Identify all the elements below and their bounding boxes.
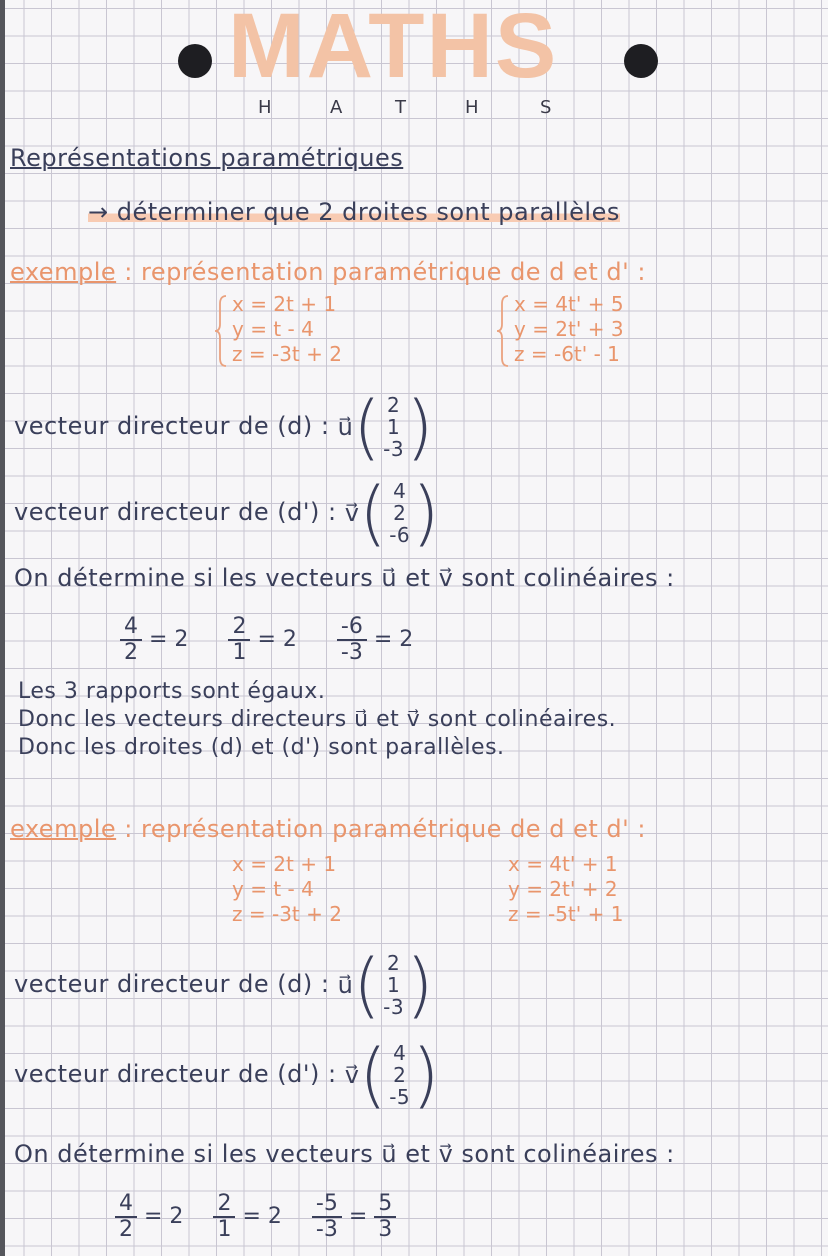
direction-vector-d: vecteur directeur de (d) : u⃗ ( 2 1 -3 ) xyxy=(14,386,434,468)
subheading: → déterminer que 2 droites sont parallèles xyxy=(88,198,620,226)
example1-intro: exemple : représentation paramétrique de d et d' : xyxy=(10,258,646,286)
title-letter: T xyxy=(395,97,406,118)
section-heading: Représentations paramétriques xyxy=(10,144,404,172)
title-letter: H xyxy=(465,97,479,118)
direction-vector-d: vecteur directeur de (d) : u⃗ ( 2 1 -3 ) xyxy=(14,944,434,1026)
system-d-prime: x = 4t' + 5 y = 2t' + 3 z = -6t' - 1 xyxy=(514,292,624,366)
direction-vector-d-prime: vecteur directeur de (d') : v⃗ ( 4 2 -5 ) xyxy=(14,1034,440,1116)
binder-hole-right xyxy=(624,44,658,78)
system-d: x = 2t + 1 y = t - 4 z = -3t + 2 xyxy=(232,852,342,926)
brace-icon xyxy=(214,294,228,368)
system-d: x = 2t + 1 y = t - 4 z = -3t + 2 xyxy=(232,292,342,366)
example2-intro: exemple : représentation paramétrique de d et d' : xyxy=(10,815,646,843)
title-letter: S xyxy=(540,97,552,118)
collinearity-question: On détermine si les vecteurs u⃗ et v⃗ sont colinéaires : xyxy=(14,1140,675,1168)
page-edge xyxy=(0,0,5,1256)
binder-hole-left xyxy=(178,44,212,78)
conclusions: Les 3 rapports sont égaux. Donc les vecteurs directeurs u⃗ et v⃗ sont colinéaires. Donc les droites (d) et (d') sont parallèles. xyxy=(18,679,617,760)
ratios: $\frac{4}{2}$ = 2 $\frac{2}{1}$ = 2 $\frac{-5}{-3}$ = $\frac{5}{3}$ xyxy=(115,1192,396,1242)
ratios: $\frac{4}{2}$ = 2 $\frac{2}{1}$ = 2 $\frac{-6}{-3}$ = 2 xyxy=(120,615,413,665)
title-letter: A xyxy=(330,97,343,118)
system-d-prime: x = 4t' + 1 y = 2t' + 2 z = -5t' + 1 xyxy=(508,852,624,926)
page-title: MATHS xyxy=(228,0,559,97)
collinearity-question: On détermine si les vecteurs u⃗ et v⃗ sont colinéaires : xyxy=(14,564,675,592)
direction-vector-d-prime: vecteur directeur de (d') : v⃗ ( 4 2 -6 ) xyxy=(14,472,440,554)
title-letter: H xyxy=(258,97,272,118)
brace-icon xyxy=(496,294,510,368)
